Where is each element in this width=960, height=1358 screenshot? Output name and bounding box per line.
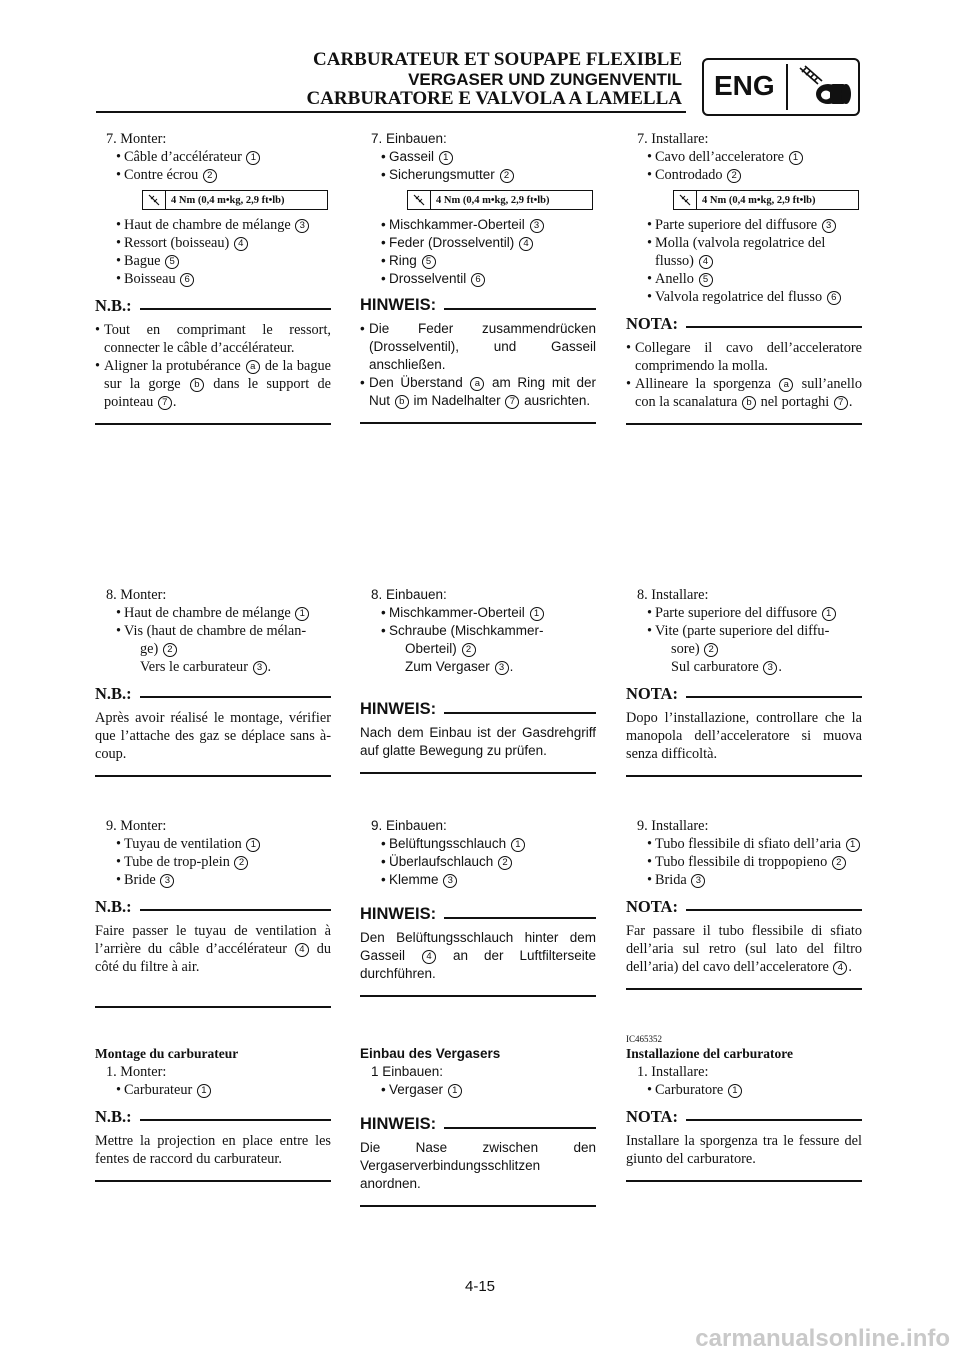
- it-step8: 8. Installare: • Parte superiore del diffusore 1 • Vite (parte superiore del diffu- sore) 2 Sul carburatore 3 . NOTA: Dopo l’installazione, controllare che la manopola dell’acceleratore si muova senza difficoltà.: [626, 586, 862, 777]
- de-torque-box: [407, 190, 593, 210]
- fr-step7-item3: • Haut de chambre de mélange 3: [95, 216, 331, 234]
- it-carb-end-rule: [626, 1180, 862, 1182]
- it-carb-note: Installare la sporgenza tra le fessure del giunto del carburatore.: [626, 1133, 862, 1167]
- de-step7-end-rule: [360, 422, 596, 424]
- fr-step8-heading: 8. Monter:: [106, 587, 167, 603]
- page-number: 4-15: [464, 1278, 496, 1295]
- it-note-head: NOTA:: [626, 684, 862, 704]
- it-step8-note: Dopo l’installazione, controllare che la manopola dell’acceleratore si muova senza difficoltà.: [626, 710, 862, 762]
- de-step8: 8. Einbauen: • Mischkammer-Oberteil 1 • Schraube (Mischkammer- Oberteil) 2 Zum Vergaser 3 . HINWEIS: Nach dem Einbau ist der Gasdrehgriff auf glatte Bewegung zu prüfen.: [360, 586, 596, 774]
- de-step8-heading: 8. Einbauen:: [371, 587, 447, 602]
- it-step9: 9. Installare: • Tubo flessibile di sfiato dell’aria 1 • Tubo flessibile di troppopieno 2 • Brida 3 NOTA: Far passare il tubo flessibile di sfiato dell’aria sul retro (sul lato del filtro dell’aria) del cavo dell’acceleratore 4 .: [626, 817, 862, 990]
- header-title-it: CARBURATORE E VALVOLA A LAMELLA: [306, 88, 682, 109]
- fr-step9-heading: 9. Monter:: [106, 818, 167, 834]
- fr-step7-item2: • Contre écrou 2: [95, 166, 331, 184]
- fr-carb-note: Mettre la projection en place entre les fentes de raccord du carburateur.: [95, 1133, 331, 1167]
- de-torque-value: 4 Nm (0,4 m•kg, 2,9 ft•lb): [436, 194, 550, 206]
- it-step8-end-rule: [626, 775, 862, 777]
- it-torque-box: [673, 190, 859, 210]
- de-carb-title: Einbau des Vergasers: [360, 1046, 501, 1061]
- de-step7: 7. Einbauen: • Gasseil 1 • Sicherungsmutter 2 4 Nm (0,4 m•kg, 2,9 ft•lb) • Mischkammer-Oberteil 3 • Feder (Drosselventil) 4 • Ring 5 • Drosselventil 6 HINWEIS: • Die Feder zusammendrücken (Drosselventil), und Gasseil anschließen. • Den Überstand a am Ring mit der Nut b im Nadelhalter 7 ausrichten.: [360, 130, 596, 424]
- fr-step7-item6: • Boisseau 6: [95, 270, 331, 288]
- it-step7-end-rule: [626, 423, 862, 425]
- it-step7-note2: • Allineare la sporgenza a sull’anello con la scanalatura b nel portaghi 7 .: [626, 375, 862, 411]
- fr-note-head: N.B.:: [95, 296, 331, 316]
- fr-step7: [95, 130, 331, 425]
- fr-carb-install: Montage du carburateur 1. Monter: • Carburateur 1 N.B.: Mettre la projection en place entre les fentes de raccord du carburateur.: [95, 1045, 331, 1182]
- torque-wrench-icon: [143, 191, 166, 209]
- de-step7-note1: • Die Feder zusammendrücken (Drosselventil), und Gasseil anschließen.: [360, 320, 596, 374]
- de-step7-heading: 7. Einbauen:: [371, 131, 447, 146]
- fr-torque-box: [142, 190, 328, 210]
- de-step9-end-rule: [360, 995, 596, 997]
- fr-carb-end-rule: [95, 1180, 331, 1182]
- fr-step8-item1: • Haut de chambre de mélange 1: [95, 604, 331, 622]
- fr-note-head: N.B.:: [95, 897, 331, 917]
- it-section-code: IC465352: [626, 1034, 662, 1044]
- it-step7-heading: 7. Installare:: [637, 131, 709, 147]
- fr-step7-item5: • Bague 5: [95, 252, 331, 270]
- fr-step7-item1: • Câble d’accélérateur 1: [95, 148, 331, 166]
- fr-step8-end-rule: [95, 775, 331, 777]
- it-torque-value: 4 Nm (0,4 m•kg, 2,9 ft•lb): [702, 194, 816, 206]
- de-carb-end-rule: [360, 1205, 596, 1207]
- fr-step7-item4: • Ressort (boisseau) 4: [95, 234, 331, 252]
- section-tag-divider: [786, 64, 788, 110]
- header-title-fr: CARBURATEUR ET SOUPAPE FLEXIBLE: [313, 49, 682, 70]
- it-step8-heading: 8. Installare:: [637, 587, 709, 603]
- de-step9-heading: 9. Einbauen:: [371, 818, 447, 833]
- de-step9: 9. Einbauen: • Belüftungsschlauch 1 • Überlaufschlauch 2 • Klemme 3 HINWEIS: Den Belüftungsschlauch hinter dem Gasseil 4 an der Luftfilterseite durchführen.: [360, 817, 596, 997]
- fr-note-head: N.B.:: [95, 1107, 331, 1127]
- de-step9-note: Den Belüftungsschlauch hinter dem Gasseil 4 an der Luftfilterseite durchführen.: [360, 930, 596, 981]
- engine-bolt-icon: [796, 64, 854, 110]
- it-carb-title: Installazione del carburatore: [626, 1046, 793, 1061]
- it-step9-note: Far passare il tubo flessibile di sfiato dell’aria sul retro (sul lato del filtro dell’aria) del cavo dell’acceleratore 4 .: [626, 923, 862, 975]
- it-step7: 7. Installare: • Cavo dell’acceleratore 1 • Controdado 2 4 Nm (0,4 m•kg, 2,9 ft•lb) • Parte superiore del diffusore 3 • Molla (valvola regolatrice del flusso) 4 • Anello 5 • Valvola regolatrice del flusso 6 NOTA: • Collegare il cavo dell’acceleratore comprimendo la molla. • Allineare la sporgenza a sull’anello con la scanalatura b nel portaghi 7 .: [626, 130, 862, 425]
- header-title-de: VERGASER UND ZUNGENVENTIL: [408, 70, 682, 89]
- it-carb-install: IC465352 Installazione del carburatore 1. Installare: • Carburatore 1 NOTA: Installare la sporgenza tra le fessure del giunto del carburatore.: [626, 1034, 862, 1182]
- section-tag: ENG: [714, 70, 775, 101]
- torque-wrench-icon: [408, 191, 431, 209]
- header-rule: [96, 111, 686, 113]
- it-step9-end-rule: [626, 988, 862, 990]
- de-step7-note2: • Den Überstand a am Ring mit der Nut b im Nadelhalter 7 ausrichten.: [360, 374, 596, 410]
- de-carb-note: Die Nase zwischen den Vergaserverbindungsschlitzen anordnen.: [360, 1140, 596, 1191]
- torque-wrench-icon: [674, 191, 697, 209]
- it-step7-note1: • Collegare il cavo dell’acceleratore comprimendo la molla.: [626, 339, 862, 375]
- fr-step9-note: Faire passer le tuyau de ventilation à l’arrière du câble d’accélérateur 4 du côté du filtre à air.: [95, 923, 331, 975]
- fr-step7-note1: • Tout en comprimant le ressort, connecter le câble d’accélérateur.: [95, 321, 331, 357]
- de-step8-end-rule: [360, 772, 596, 774]
- it-note-head: NOTA:: [626, 1107, 862, 1127]
- de-note-head: HINWEIS:: [360, 1115, 596, 1134]
- section-tag-box: [702, 58, 860, 116]
- fr-note-head: N.B.:: [95, 684, 331, 704]
- fr-step7-end-rule: [95, 423, 331, 425]
- fr-step7-heading: 7. Monter:: [106, 131, 167, 147]
- fr-step8: 8. Monter: • Haut de chambre de mélange 1 • Vis (haut de chambre de mélan- ge) 2 Vers le carburateur 3 . N.B.: Après avoir réalisé le montage, vérifier que l’attache des gaz se déplace sans à-coup.: [95, 586, 331, 777]
- it-step9-heading: 9. Installare:: [637, 818, 709, 834]
- fr-step8-item2: • Vis (haut de chambre de mélan-: [95, 622, 331, 640]
- de-note-head: HINWEIS:: [360, 700, 596, 719]
- fr-step7-note2: • Aligner la protubérance a de la bague sur la gorge b dans le support de pointeau 7 .: [95, 357, 331, 411]
- de-step8-note: Nach dem Einbau ist der Gasdrehgriff auf glatte Bewegung zu prüfen.: [360, 725, 596, 758]
- fr-step9-end-rule: [95, 1006, 331, 1008]
- it-note-head: NOTA:: [626, 897, 862, 917]
- footer-watermark: carmanualsonline.info: [695, 1325, 950, 1352]
- de-carb-install: Einbau des Vergasers 1 Einbauen: • Vergaser 1 HINWEIS: Die Nase zwischen den Vergaserverbindungsschlitzen anordnen.: [360, 1045, 596, 1207]
- fr-torque-value: 4 Nm (0,4 m•kg, 2,9 ft•lb): [171, 194, 285, 206]
- fr-step8-note: Après avoir réalisé le montage, vérifier que l’attache des gaz se déplace sans à-coup.: [95, 710, 331, 762]
- de-note-head: HINWEIS:: [360, 905, 596, 924]
- it-note-head: NOTA:: [626, 314, 862, 334]
- fr-carb-title: Montage du carburateur: [95, 1046, 239, 1061]
- fr-step9: 9. Monter: • Tuyau de ventilation 1 • Tube de trop-plein 2 • Bride 3 N.B.: Faire passer le tuyau de ventilation à l’arrière du câble d’accélérateur 4 du côté du filtre à air.: [95, 817, 331, 1008]
- de-note-head: HINWEIS:: [360, 296, 596, 315]
